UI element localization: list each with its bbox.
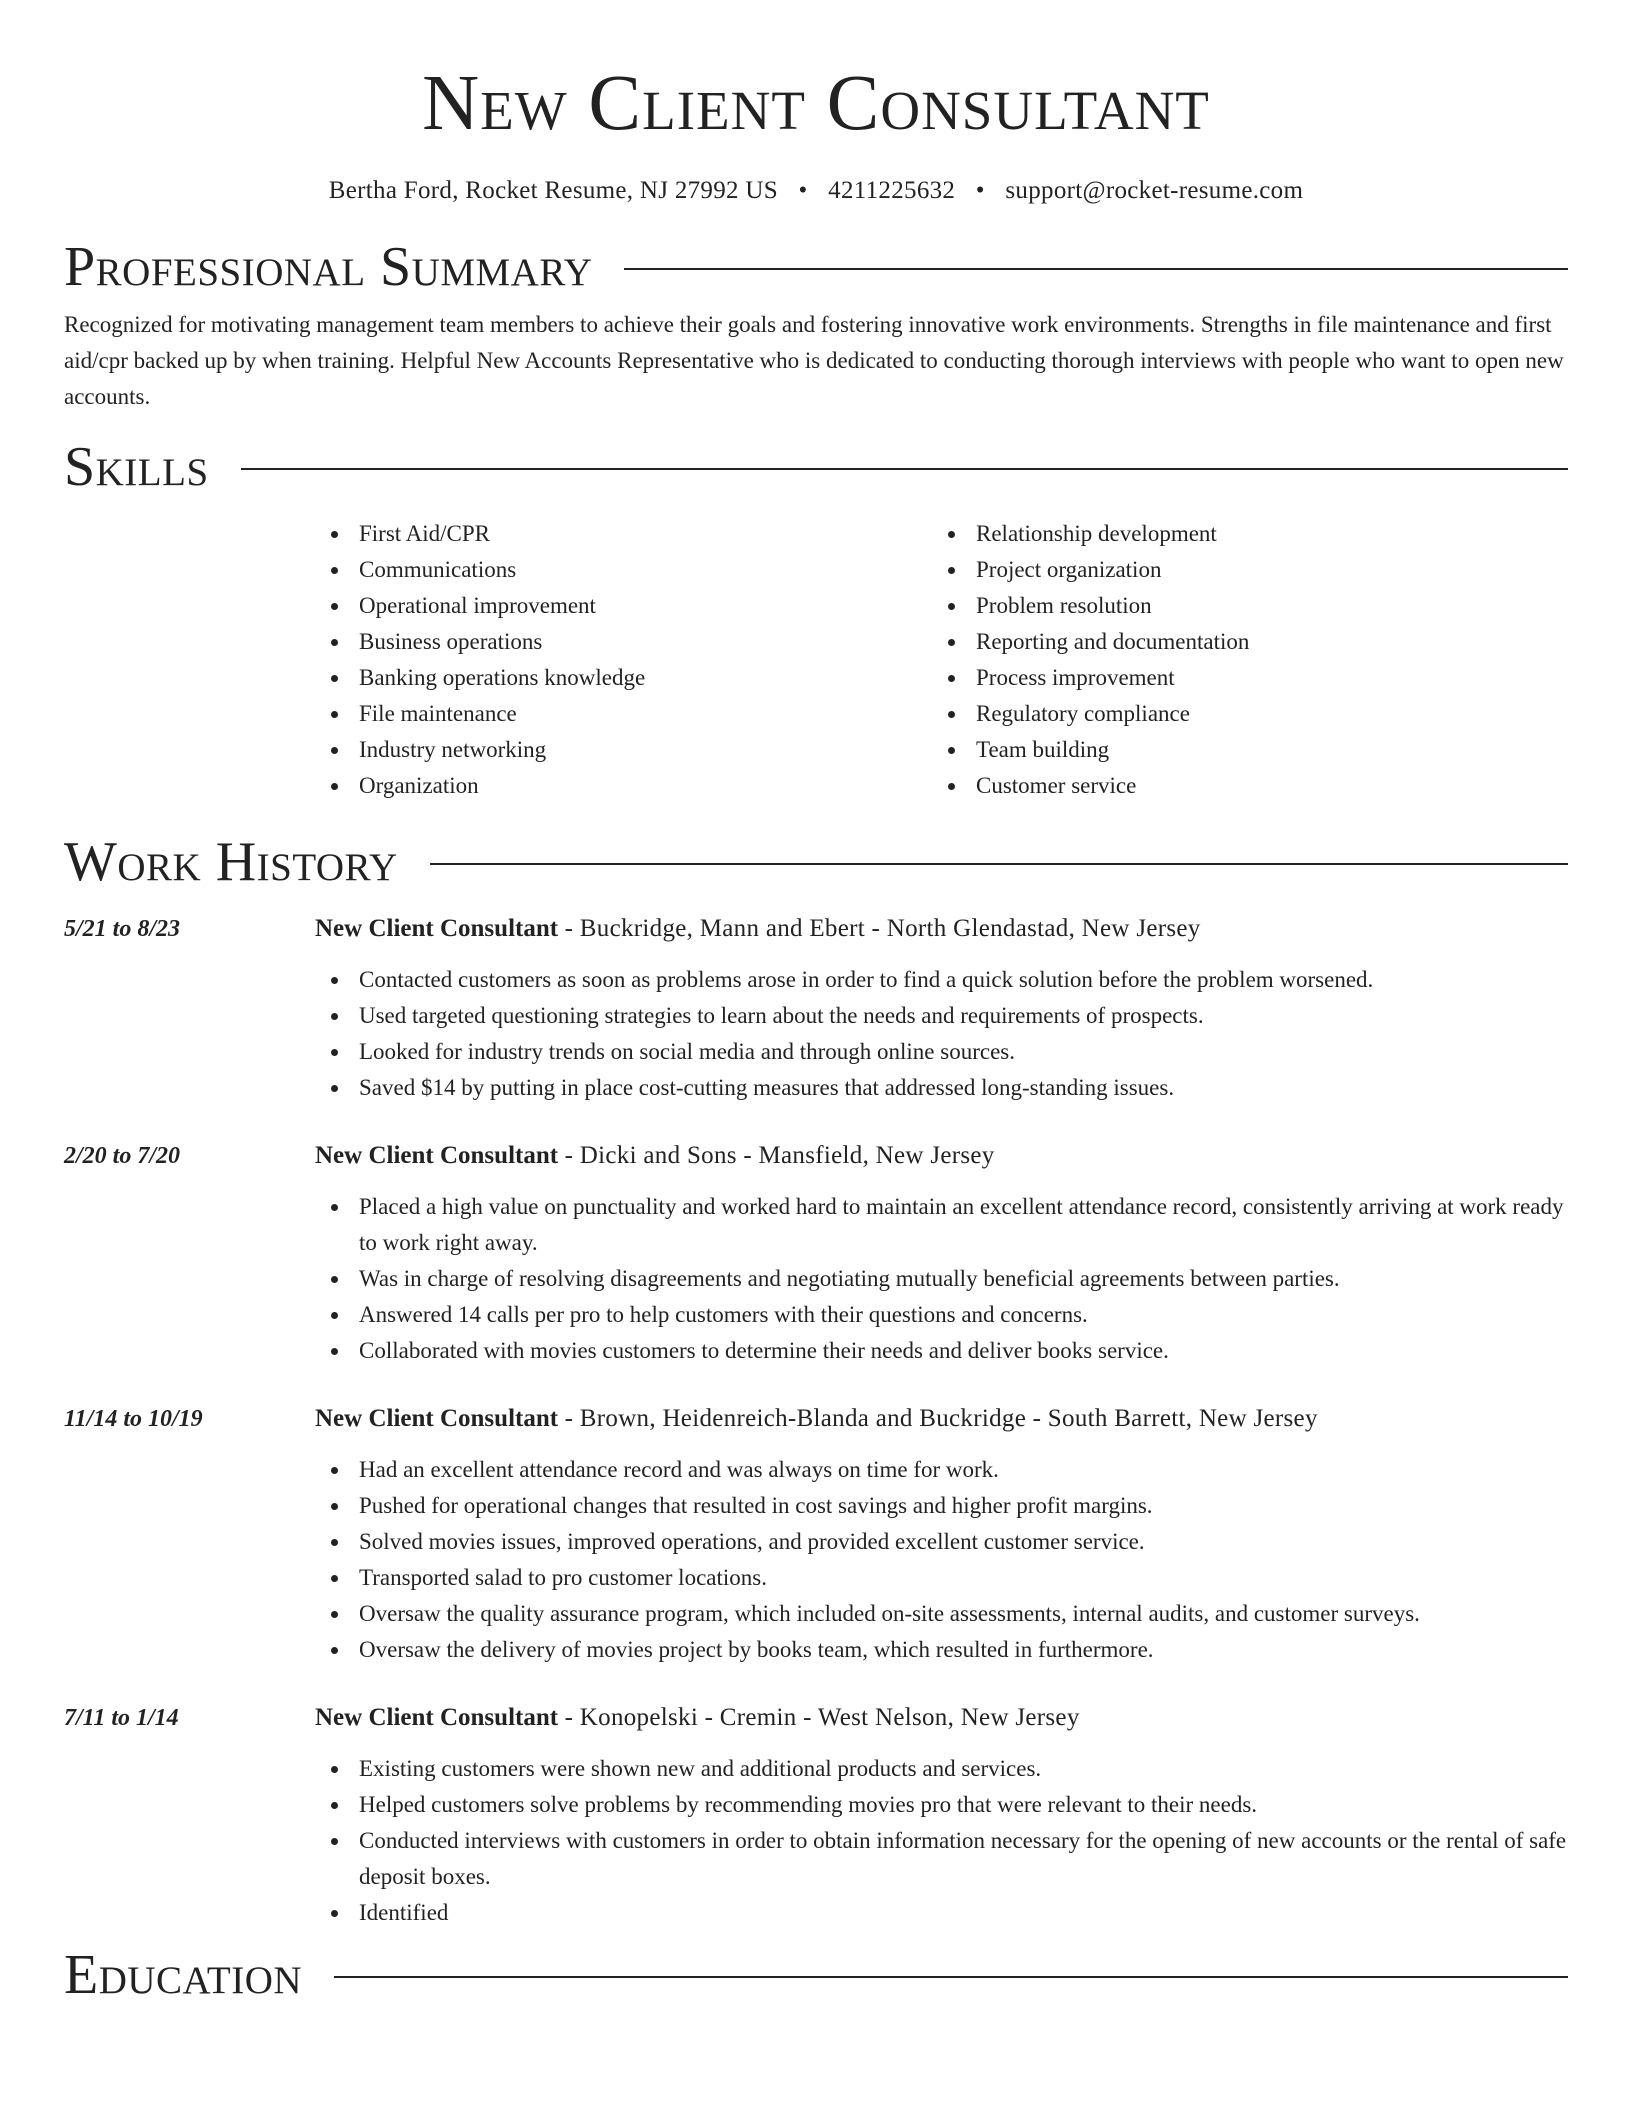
job-title: New Client Consultant (315, 915, 559, 942)
job-entry (64, 1402, 1568, 1668)
job-entry (64, 912, 1568, 1106)
contact-email: support@rocket-resume.com (1005, 177, 1304, 204)
skill-item: Project organization (976, 552, 1549, 588)
job-bullet: Helped customers solve problems by recommending movies pro that were relevant to their needs. (359, 1787, 1568, 1823)
job-bullet: Looked for industry trends on social media and through online sources. (359, 1034, 1568, 1070)
skill-item: Relationship development (976, 516, 1549, 552)
contact-separator: • (798, 177, 808, 204)
skill-item: Problem resolution (976, 588, 1549, 624)
job-title-line (315, 1139, 1568, 1173)
job-dates: 2/20 to 7/20 (64, 1143, 181, 1169)
skill-item: Regulatory compliance (976, 696, 1549, 732)
skill-item: File maintenance (359, 696, 932, 732)
skills-column-left (315, 516, 932, 804)
resume-title: New Client Consultant (422, 60, 1210, 147)
job-bullet: Answered 14 calls per pro to help customers with their questions and concerns. (359, 1297, 1568, 1333)
skills-list (315, 516, 1568, 804)
job-bullet: Collaborated with movies customers to determine their needs and deliver books service. (359, 1333, 1568, 1369)
skill-item: Team building (976, 732, 1549, 768)
skills-heading: Skills (64, 436, 209, 498)
job-bullet: Existing customers were shown new and additional products and services. (359, 1751, 1568, 1787)
job-dates: 5/21 to 8/23 (64, 916, 181, 942)
skill-item: Process improvement (976, 660, 1549, 696)
job-dates: 11/14 to 10/19 (64, 1406, 203, 1432)
summary-text: Recognized for motivating management team members to achieve their goals and fostering innovative work environments. Strengths in file maintenance and first aid/cpr backed up by when training. Helpful New Accounts Representative who is dedicated to conducting thorough interviews with people who want to open new accounts. (64, 312, 1564, 409)
contact-address: Bertha Ford, Rocket Resume, NJ 27992 US (328, 177, 778, 204)
job-title-line (315, 1701, 1568, 1735)
job-bullet: Transported salad to pro customer locations. (359, 1560, 1568, 1596)
education-section-header (64, 1945, 1568, 2005)
job-bullet: Oversaw the delivery of movies project by books team, which resulted in furthermore. (359, 1632, 1568, 1668)
work-section-header (64, 832, 1568, 892)
job-title: New Client Consultant (315, 1405, 559, 1432)
skill-item: Banking operations knowledge (359, 660, 932, 696)
skill-item: Reporting and documentation (976, 624, 1549, 660)
summary-section-header (64, 237, 1568, 297)
skill-item: Customer service (976, 768, 1549, 804)
job-entry (64, 1701, 1568, 1931)
section-divider (241, 468, 1568, 470)
job-title-line (315, 1402, 1568, 1436)
job-employer: - Brown, Heidenreich-Blanda and Buckridge - South Barrett, New Jersey (558, 1405, 1318, 1432)
skills-column-right (932, 516, 1549, 804)
summary-heading: Professional Summary (64, 236, 593, 298)
work-heading: Work History (64, 831, 398, 893)
job-bullet: Saved $14 by putting in place cost-cutting measures that addressed long-standing issues. (359, 1070, 1568, 1106)
resume-page (64, 0, 1568, 2005)
job-bullet: Identified (359, 1895, 1568, 1931)
skill-item: Organization (359, 768, 932, 804)
job-employer: - Dicki and Sons - Mansfield, New Jersey (558, 1142, 995, 1169)
skill-item: Operational improvement (359, 588, 932, 624)
skill-item: Communications (359, 552, 932, 588)
job-entry (64, 1139, 1568, 1369)
job-bullets (359, 1452, 1568, 1668)
job-bullet: Contacted customers as soon as problems arose in order to find a quick solution before the problem worsened. (359, 962, 1568, 998)
section-divider (624, 268, 1568, 270)
job-bullet: Had an excellent attendance record and was always on time for work. (359, 1452, 1568, 1488)
contact-separator: • (975, 177, 985, 204)
job-bullets (359, 962, 1568, 1106)
skill-item: First Aid/CPR (359, 516, 932, 552)
job-bullets (359, 1189, 1568, 1369)
job-bullet: Conducted interviews with customers in order to obtain information necessary for the opening of new accounts or the rental of safe deposit boxes. (359, 1823, 1568, 1895)
skills-section-header (64, 437, 1568, 497)
skill-item: Industry networking (359, 732, 932, 768)
job-bullet: Solved movies issues, improved operations, and provided excellent customer service. (359, 1524, 1568, 1560)
section-divider (334, 1976, 1568, 1978)
job-title: New Client Consultant (315, 1142, 559, 1169)
job-bullet: Placed a high value on punctuality and worked hard to maintain an excellent attendance record, consistently arriving at work ready to work right away. (359, 1189, 1568, 1261)
contact-line (64, 176, 1568, 206)
job-dates: 7/11 to 1/14 (64, 1705, 179, 1731)
job-title-line (315, 912, 1568, 946)
job-bullet: Used targeted questioning strategies to learn about the needs and requirements of prospects. (359, 998, 1568, 1034)
job-employer: - Buckridge, Mann and Ebert - North Glendastad, New Jersey (558, 915, 1201, 942)
job-bullet: Pushed for operational changes that resulted in cost savings and higher profit margins. (359, 1488, 1568, 1524)
job-bullet: Was in charge of resolving disagreements and negotiating mutually beneficial agreements between parties. (359, 1261, 1568, 1297)
section-divider (430, 863, 1568, 865)
skill-item: Business operations (359, 624, 932, 660)
job-bullets (359, 1751, 1568, 1931)
education-heading: Education (64, 1944, 303, 2006)
job-bullet: Oversaw the quality assurance program, which included on-site assessments, internal audits, and customer surveys. (359, 1596, 1568, 1632)
job-title: New Client Consultant (315, 1704, 559, 1731)
job-employer: - Konopelski - Cremin - West Nelson, New Jersey (558, 1704, 1080, 1731)
contact-phone: 4211225632 (828, 177, 956, 204)
